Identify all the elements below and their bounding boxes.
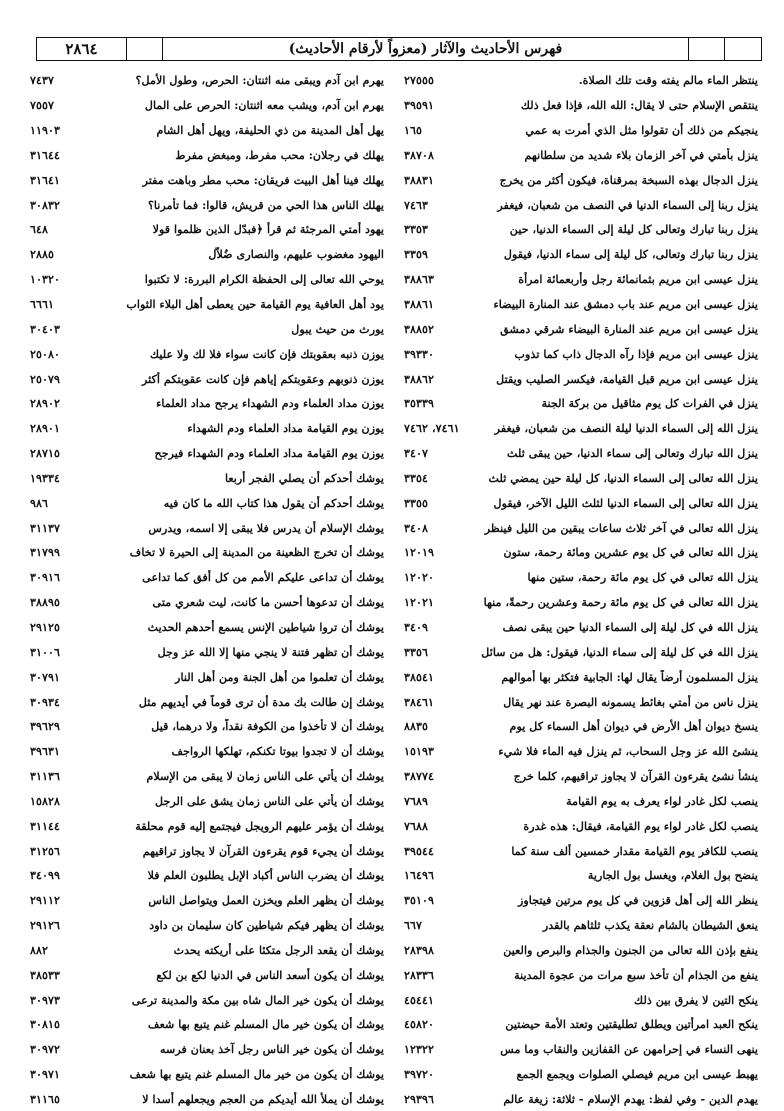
hadith-text: يوشك أن تدعوها أحسن ما كانت، ليت شعري متى	[152, 595, 384, 610]
index-entry	[404, 143, 758, 168]
hadith-text: ينشئ الله عز وجل السحاب، ثم ينزل فيه الماء فلا شيء	[498, 744, 758, 759]
hadith-number: ١٩٣٣٤	[30, 470, 61, 485]
index-entry	[404, 366, 758, 391]
hadith-text: يوشك أن يؤمر عليهم الرويجل فيجتمع إليه قوم محلقة	[135, 818, 384, 833]
hadith-number: ٣٤٠٨	[404, 520, 429, 535]
hadith-text: ينزل عيسى ابن مريم فإذا رآه الدجال ذاب كما تذوب	[514, 346, 758, 361]
index-entry	[404, 639, 758, 664]
hadith-number: ٧٦٨٩	[404, 793, 429, 808]
index-entry	[404, 788, 758, 813]
index-entry	[30, 391, 384, 416]
index-entry	[404, 1087, 758, 1111]
index-entry	[404, 615, 758, 640]
hadith-number: ١٠٣٢٠	[30, 272, 61, 287]
hadith-number: ٣١٢٥٦	[30, 843, 61, 858]
index-entry	[404, 192, 758, 217]
hadith-number: ٣١٦٤١	[30, 172, 61, 187]
hadith-text: يوشك أن تروا شياطين الإنس يسمع أحدهم الحديث	[147, 619, 384, 634]
hadith-number: ١٦٥	[404, 123, 423, 138]
index-entry	[404, 863, 758, 888]
hadith-number: ٢٥٠٧٩	[30, 371, 61, 386]
hadith-number: ٣٠٧٩١	[30, 669, 61, 684]
index-entry	[404, 441, 758, 466]
hadith-number: ٣٠٩٧١	[30, 1067, 61, 1082]
index-entry	[30, 366, 384, 391]
index-entry	[30, 987, 384, 1012]
right-index-column	[404, 68, 758, 1111]
hadith-text: يوشك أن يقعد الرجل متكئا على أريكته يحدث	[173, 942, 384, 957]
hadith-number: ٣٩٣٣٠	[404, 346, 435, 361]
left-index-column	[30, 68, 384, 1111]
hadith-text: يوشك أن لا تأخذوا من الكوفة نقداً، ولا درهما، قيل	[151, 719, 384, 734]
hadith-text: يوشك أن تداعى عليكم الأمم من كل أفق كما تداعى	[142, 570, 384, 585]
hadith-text: ينكح التين لا يفرق بين ذلك	[634, 992, 758, 1007]
hadith-text: يوشك أن تعلموا من أهل الجنة ومن أهل النار	[175, 669, 384, 684]
hadith-text: ينظر الله إلى أهل قزوين في كل يوم مرتين فيتجاوز	[518, 893, 758, 908]
hadith-text: ينزل في الفرات كل يوم مثاقيل من بركة الجنة	[541, 396, 758, 411]
index-entry	[404, 590, 758, 615]
index-entry	[30, 788, 384, 813]
hadith-text: يوشك أن يظهر العلم ويخزن العمل ويتواصل الناس	[148, 893, 384, 908]
index-entry	[404, 217, 758, 242]
hadith-number: ١٢٠٢١	[404, 595, 435, 610]
index-entry	[30, 93, 384, 118]
index-entry	[404, 838, 758, 863]
index-entry	[30, 540, 384, 565]
hadith-number: ٣١١٤٤	[30, 818, 61, 833]
hadith-number: ٣٨٨٦٢	[404, 371, 435, 386]
hadith-text: يوشك أن يجيء قوم يقرءون القرآن لا يجاوز تراقيهم	[142, 843, 384, 858]
index-entry	[404, 813, 758, 838]
hadith-text: يوشك الإسلام أن يدرس فلا يبقى إلا اسمه، ويدرس	[148, 520, 384, 535]
hadith-text: ينزل الله تعالى في كل يوم مائة رحمة، ستين منها	[527, 570, 758, 585]
hadith-number: ٣٩٥٤٤	[404, 843, 435, 858]
index-entry	[404, 714, 758, 739]
page-header	[36, 37, 762, 61]
index-entry	[30, 714, 384, 739]
index-entry	[30, 1037, 384, 1062]
hadith-text: ينسخ ديوان أهل الأرض في ديوان أهل السماء كل يوم	[509, 719, 758, 734]
hadith-number: ٣٠٨٣٢	[30, 197, 61, 212]
page-title: فهرس الأحاديث والآثار (معزواً لأرقام الأحاديث)	[163, 38, 689, 60]
hadith-number: ٣٥١٠٩	[404, 893, 435, 908]
index-entry	[404, 888, 758, 913]
hadith-number: ٣٨٥٤١	[404, 669, 435, 684]
hadith-number: ٣٩٥٩١	[404, 98, 435, 113]
index-entry	[30, 68, 384, 93]
hadith-number: ٢٩١٢٥	[30, 619, 61, 634]
hadith-number: ٣٠٤٠٣	[30, 321, 61, 336]
hadith-number: ٣٩٧٢٠	[404, 1067, 435, 1082]
hadith-text: يورث من حيث يبول	[291, 321, 384, 336]
hadith-number: ١١٩٠٣	[30, 123, 61, 138]
hadith-number: ٢٨٩٠٢	[30, 396, 61, 411]
hadith-number: ٣٠٨١٥	[30, 1017, 61, 1032]
hadith-text: يوشك أن يكون خير مال المسلم غنم يتبع بها شعف	[148, 1017, 384, 1032]
index-entry	[30, 242, 384, 267]
hadith-text: يوشك أن يكون من خير مال المسلم غنم يتبع بها شعف	[129, 1067, 384, 1082]
index-entry	[404, 689, 758, 714]
hadith-number: ٢٨٧١٥	[30, 446, 61, 461]
index-entry	[404, 167, 758, 192]
page-number: ٢٨٦٤	[37, 38, 127, 60]
hadith-number: ٣٨٨٦١	[404, 297, 435, 312]
index-entry	[404, 1037, 758, 1062]
index-entry	[404, 292, 758, 317]
hadith-number: ٢٩٣٩٦	[404, 1092, 435, 1107]
hadith-text: يوشك أحدكم أن يقول هذا كتاب الله ما كان فيه	[163, 495, 384, 510]
header-cell-empty	[127, 38, 163, 60]
hadith-text: ينزل الله إلى السماء الدنيا ليلة النصف من شعبان، فيغفر	[494, 421, 758, 436]
index-entry	[30, 565, 384, 590]
hadith-text: ينزل الله تعالى في كل يوم مائة رحمة وعشرين رحمةً، منها	[483, 595, 758, 610]
hadith-text: يوشك أن يأتي على الناس زمان لا يبقى من الإسلام	[146, 769, 384, 784]
index-entry	[404, 764, 758, 789]
hadith-text: يهل أهل المدينة من ذي الحليفة، ويهل أهل الشام	[156, 123, 384, 138]
hadith-number: ٣٠٩١٦	[30, 570, 61, 585]
hadith-text: ينزل بأمتي في آخر الزمان بلاء شديد من سلطانهم	[524, 147, 758, 162]
hadith-text: ينزل الله تبارك وتعالى إلى سماء الدنيا، حين يبقى ثلث	[507, 446, 758, 461]
hadith-number: ٣٣٥٩	[404, 247, 429, 262]
hadith-text: يوشك أن يكون خير المال شاه بين مكة والمدينة ترعى	[131, 992, 384, 1007]
index-entry	[30, 1012, 384, 1037]
index-entry	[30, 938, 384, 963]
hadith-text: يوشك أن تخرج الظعينة من المدينة إلى الحيرة لا تخاف	[129, 545, 384, 560]
hadith-text: ينجيكم من ذلك أن تقولوا مثل الذي أمرت به عمي	[525, 123, 758, 138]
hadith-text: ينزل الدجال بهذه السبخة بمرقناة، فيكون أكثر من يخرج	[499, 172, 758, 187]
hadith-number: ٤٥٤٤١	[404, 992, 435, 1007]
index-entry	[30, 341, 384, 366]
hadith-number: ٣١١٣٦	[30, 769, 61, 784]
hadith-number: ٣٩٦٣١	[30, 744, 61, 759]
hadith-number: ٩٨٦	[30, 495, 49, 510]
hadith-text: ينزل ربنا تبارك وتعالى كل ليلة إلى السماء الدنيا، حين	[509, 222, 758, 237]
hadith-text: يوشك أن يضرب الناس أكباد الإبل يطلبون العلم فلا	[147, 868, 384, 883]
index-entry	[30, 167, 384, 192]
index-entry	[404, 267, 758, 292]
hadith-text: ينزل الله تعالى إلى السماء الدنيا لثلث الليل الآخر، فيقول	[493, 495, 758, 510]
hadith-text: ينزل ربنا إلى السماء الدنيا في النصف من شعبان، فيغفر	[497, 197, 758, 212]
index-entry	[30, 192, 384, 217]
hadith-text: ينكح العبد امرأتين ويطلق تطليقتين وتعتد الأمة حيضتين	[505, 1017, 758, 1032]
index-entry	[30, 316, 384, 341]
hadith-text: يوحي الله تعالى إلى الحفظة الكرام البررة: لا تكتبوا	[144, 272, 384, 287]
hadith-number: ٣٠٩٧٣	[30, 992, 61, 1007]
hadith-text: ينزل عيسى ابن مريم بثمانمائة رجل وأربعمائة امرأة	[518, 272, 758, 287]
hadith-text: ينزل الله في كل ليلة إلى سماء الدنيا، فيقول: هل من سائل	[481, 644, 758, 659]
index-entry	[30, 217, 384, 242]
index-entry	[30, 118, 384, 143]
hadith-number: ٢٨٣٣٦	[404, 967, 435, 982]
hadith-text: يهرم ابن آدم، ويشب معه اثنتان: الحرص على المال	[144, 98, 384, 113]
index-entry	[404, 1062, 758, 1087]
index-entry	[30, 292, 384, 317]
hadith-number: ٣٨٨٥٢	[404, 321, 435, 336]
hadith-text: ينزل المسلمون أرضاً يقال لها: الجابية فتكثر بها أموالهم	[501, 669, 758, 684]
hadith-text: يوزن يوم القيامة مداد العلماء ودم الشهداء فيرجح	[154, 446, 384, 461]
hadith-text: ينضح بول الغلام، ويغسل بول الجارية	[587, 868, 758, 883]
index-entry	[30, 813, 384, 838]
index-entry	[404, 739, 758, 764]
hadith-number: ٣٨٧٧٤	[404, 769, 435, 784]
index-entry	[30, 838, 384, 863]
hadith-number: ٣٣٥٣	[404, 222, 429, 237]
hadith-text: ينصب للكافر يوم القيامة مقدار خمسين ألف سنة كما	[511, 843, 758, 858]
hadith-text: اليهود مغضوب عليهم، والنصارى ضُلاّل	[208, 247, 384, 262]
index-entry	[404, 416, 758, 441]
index-entry	[30, 639, 384, 664]
hadith-number: ٧٥٥٧	[30, 98, 55, 113]
hadith-number: ٢٨٨٥	[30, 247, 55, 262]
hadith-number: ٧٤٦١، ٧٤٦٢	[404, 421, 460, 436]
hadith-number: ٦٦٧	[404, 918, 423, 933]
hadith-number: ٣٤٠٩	[404, 619, 429, 634]
hadith-text: ينعق الشيطان بالشام نعقة يكذب ثلثاهم بالقدر	[542, 918, 758, 933]
index-entry	[30, 615, 384, 640]
hadith-text: ينزل ناس من أمتي بغائط يسمونه البصرة عند نهر يقال	[503, 694, 758, 709]
hadith-text: يوشك أن تظهر فتنة لا ينجي منها إلا الله عز وجل	[157, 644, 384, 659]
hadith-number: ٣٣٥٤	[404, 470, 429, 485]
index-entry	[30, 416, 384, 441]
index-entry	[404, 515, 758, 540]
hadith-number: ٨٨٣٥	[404, 719, 429, 734]
hadith-number: ٣٨٥٣٣	[30, 967, 61, 982]
hadith-text: يوزن مداد العلماء ودم الشهداء يرجح مداد العلماء	[156, 396, 384, 411]
hadith-number: ٣٨٤٦١	[404, 694, 435, 709]
hadith-text: يهبط عيسى ابن مريم فيصلي الصلوات ويجمع الجمع	[516, 1067, 758, 1082]
hadith-number: ١٦٤٩٦	[404, 868, 435, 883]
hadith-number: ٨٨٢	[30, 942, 49, 957]
hadith-text: يوشك أن يأتي على الناس زمان يشق على الرجل	[154, 793, 384, 808]
index-entry	[404, 664, 758, 689]
hadith-text: يوزن ذنوبهم وعقوبتكم إياهم فإن كانت عقوبتكم أكثر	[142, 371, 384, 386]
hadith-number: ٣٥٣٣٩	[404, 396, 435, 411]
hadith-number: ٣١٧٩٩	[30, 545, 61, 560]
index-entry	[404, 540, 758, 565]
index-entry	[30, 863, 384, 888]
hadith-number: ١٢٠٢٠	[404, 570, 435, 585]
index-entry	[30, 1087, 384, 1111]
hadith-number: ٣٨٨٣١	[404, 172, 435, 187]
hadith-text: ينزل عيسى ابن مريم عند باب دمشق عند المنارة البيضاء	[493, 297, 758, 312]
index-entry	[404, 341, 758, 366]
hadith-text: ينزل ربنا تبارك وتعالى، كل ليلة إلى سماء الدنيا، فيقول	[503, 247, 758, 262]
index-entry	[404, 962, 758, 987]
hadith-text: ينزل الله تعالى في كل يوم عشرين ومائة رحمة، ستون	[503, 545, 758, 560]
hadith-text: يوشك أن يملأ الله أيديكم من العجم ويجعلهم أسدا لا	[142, 1092, 384, 1107]
hadith-number: ٢٥٠٨٠	[30, 346, 61, 361]
index-entry	[404, 987, 758, 1012]
index-entry	[30, 1062, 384, 1087]
hadith-number: ٧٤٦٣	[404, 197, 429, 212]
hadith-number: ٣٨٨٩٥	[30, 595, 61, 610]
index-entry	[404, 466, 758, 491]
hadith-number: ٧٦٨٨	[404, 818, 429, 833]
index-entry	[30, 888, 384, 913]
hadith-number: ٣٨٨٦٣	[404, 272, 435, 287]
header-cell-empty	[689, 38, 725, 60]
index-entry	[30, 962, 384, 987]
hadith-number: ١٥٨٢٨	[30, 793, 61, 808]
index-entry	[30, 143, 384, 168]
hadith-number: ٢٨٣٩٨	[404, 942, 435, 957]
hadith-number: ٣١٠٠٦	[30, 644, 61, 659]
hadith-text: ينتظر الماء مالم يفته وقت تلك الصلاة.	[578, 73, 758, 88]
hadith-number: ٣٠٩٣٤	[30, 694, 61, 709]
hadith-text: يهود أمتي المرجئة ثم قرأ ﴿فبدّل الذين ظلموا قولا	[152, 222, 384, 237]
hadith-text: ينصب لكل غادر لواء يعرف به يوم القيامة	[566, 793, 758, 808]
hadith-text: يود أهل العافية يوم القيامة حين يعطى أهل البلاء الثواب	[126, 297, 384, 312]
index-entry	[404, 242, 758, 267]
hadith-number: ١٥١٩٣	[404, 744, 435, 759]
index-entry	[404, 68, 758, 93]
hadith-number: ٤٥٨٢٠	[404, 1017, 435, 1032]
hadith-text: يوزن يوم القيامة مداد العلماء ودم الشهداء	[187, 421, 384, 436]
hadith-text: ينتقص الإسلام حتى لا يقال: الله الله، فإذا فعل ذلك	[520, 98, 758, 113]
hadith-number: ٣٣٥٦	[404, 644, 429, 659]
index-entry	[30, 590, 384, 615]
hadith-text: يهدم الدين - وفي لفظ: يهدم الإسلام - ثلاثة: زيغة عالم	[503, 1092, 758, 1107]
hadith-text: ينصب لكل غادر لواء يوم القيامة، فيقال: هذه غدرة	[523, 818, 758, 833]
hadith-number: ١٢٠١٩	[404, 545, 435, 560]
index-entry	[404, 490, 758, 515]
hadith-text: ينزل عيسى ابن مريم عند المنارة البيضاء شرقي دمشق	[500, 321, 758, 336]
hadith-number: ٦٦٦١	[30, 297, 55, 312]
index-entry	[404, 93, 758, 118]
hadith-number: ١٢٣٢٢	[404, 1042, 435, 1057]
hadith-number: ٣٤٠٩٩	[30, 868, 61, 883]
hadith-number: ٣١١٦٥	[30, 1092, 61, 1107]
hadith-number: ٣٠٩٧٢	[30, 1042, 61, 1057]
hadith-text: يوشك إن طالت بك مدة أن ترى قوماً في أيديهم مثل	[138, 694, 384, 709]
index-entry	[30, 739, 384, 764]
index-entry	[404, 565, 758, 590]
hadith-text: يوشك أن يظهر فيكم شياطين كان سليمان بن داود	[149, 918, 384, 933]
index-entry	[30, 689, 384, 714]
index-entry	[404, 1012, 758, 1037]
hadith-text: ينزل الله في كل ليلة إلى السماء الدنيا حين يبقى نصف	[502, 619, 758, 634]
hadith-number: ٣١٦٤٤	[30, 147, 61, 162]
hadith-text: ينزل الله تعالى في آخر ثلاث ساعات يبقين من الليل فينظر	[484, 520, 758, 535]
index-entry	[30, 764, 384, 789]
hadith-text: يوزن ذنبه بعقوبتك فإن كانت سواء فلا لك ولا عليك	[149, 346, 384, 361]
index-entry	[404, 938, 758, 963]
hadith-text: ينهى النساء في إحرامهن عن القفازين والنقاب وما مس	[500, 1042, 758, 1057]
index-entry	[404, 913, 758, 938]
hadith-text: يوشك أن يكون خير الناس رجل آخذ بعنان فرسه	[160, 1042, 384, 1057]
index-entry	[30, 515, 384, 540]
index-entry	[30, 664, 384, 689]
hadith-number: ٢٩١١٢	[30, 893, 61, 908]
hadith-number: ٦٤٨	[30, 222, 49, 237]
hadith-number: ٣٣٥٥	[404, 495, 429, 510]
hadith-number: ٧٤٣٧	[30, 73, 55, 88]
hadith-number: ٣٩٦٢٩	[30, 719, 61, 734]
hadith-text: ينفع بإذن الله تعالى من الجنون والجذام والبرص والعين	[503, 942, 758, 957]
hadith-text: يهلك في رجلان: محب مفرط، ومبغض مفرط	[175, 147, 384, 162]
index-entry	[30, 490, 384, 515]
hadith-text: يهلك فينا أهل البيت فريقان: محب مطر وباهت مفتر	[142, 172, 384, 187]
index-entry	[404, 391, 758, 416]
hadith-text: يهرم ابن آدم ويبقى منه اثنتان: الحرص، وطول الأمل؟	[135, 73, 384, 88]
index-entry	[404, 118, 758, 143]
hadith-text: يوشك أن يكون أسعد الناس في الدنيا لكع بن لكع	[156, 967, 384, 982]
hadith-number: ٣٤٠٧	[404, 446, 429, 461]
hadith-number: ٣٨٧٠٨	[404, 147, 435, 162]
hadith-text: ينشأ نشئ يقرءون القرآن لا يجاوز تراقيهم، كلما خرج	[513, 769, 758, 784]
hadith-text: ينزل عيسى ابن مريم قبل القيامة، فيكسر الصليب ويقتل	[496, 371, 758, 386]
hadith-number: ٣١١٣٧	[30, 520, 61, 535]
header-cell-empty	[725, 38, 761, 60]
index-entry	[30, 466, 384, 491]
hadith-text: يهلك الناس هذا الحي من قريش، قالوا: فما تأمرنا؟	[147, 197, 384, 212]
hadith-text: يوشك أحدكم أن يصلي الفجر أربعا	[224, 470, 384, 485]
hadith-text: ينزل الله تعالى إلى السماء الدنيا، كل ليلة حين يمضي ثلث	[488, 470, 758, 485]
hadith-number: ٢٩١٢٦	[30, 918, 61, 933]
hadith-text: يوشك أن لا تجدوا بيوتا تكنكم، تهلكها الرواجف	[171, 744, 384, 759]
hadith-number: ٢٧٥٥٥	[404, 73, 435, 88]
index-entry	[30, 267, 384, 292]
index-entry	[30, 913, 384, 938]
index-entry	[30, 441, 384, 466]
hadith-text: ينفع من الجذام أن تأخذ سبع مرات من عجوة المدينة	[514, 967, 758, 982]
hadith-number: ٢٨٩٠١	[30, 421, 61, 436]
index-entry	[404, 316, 758, 341]
